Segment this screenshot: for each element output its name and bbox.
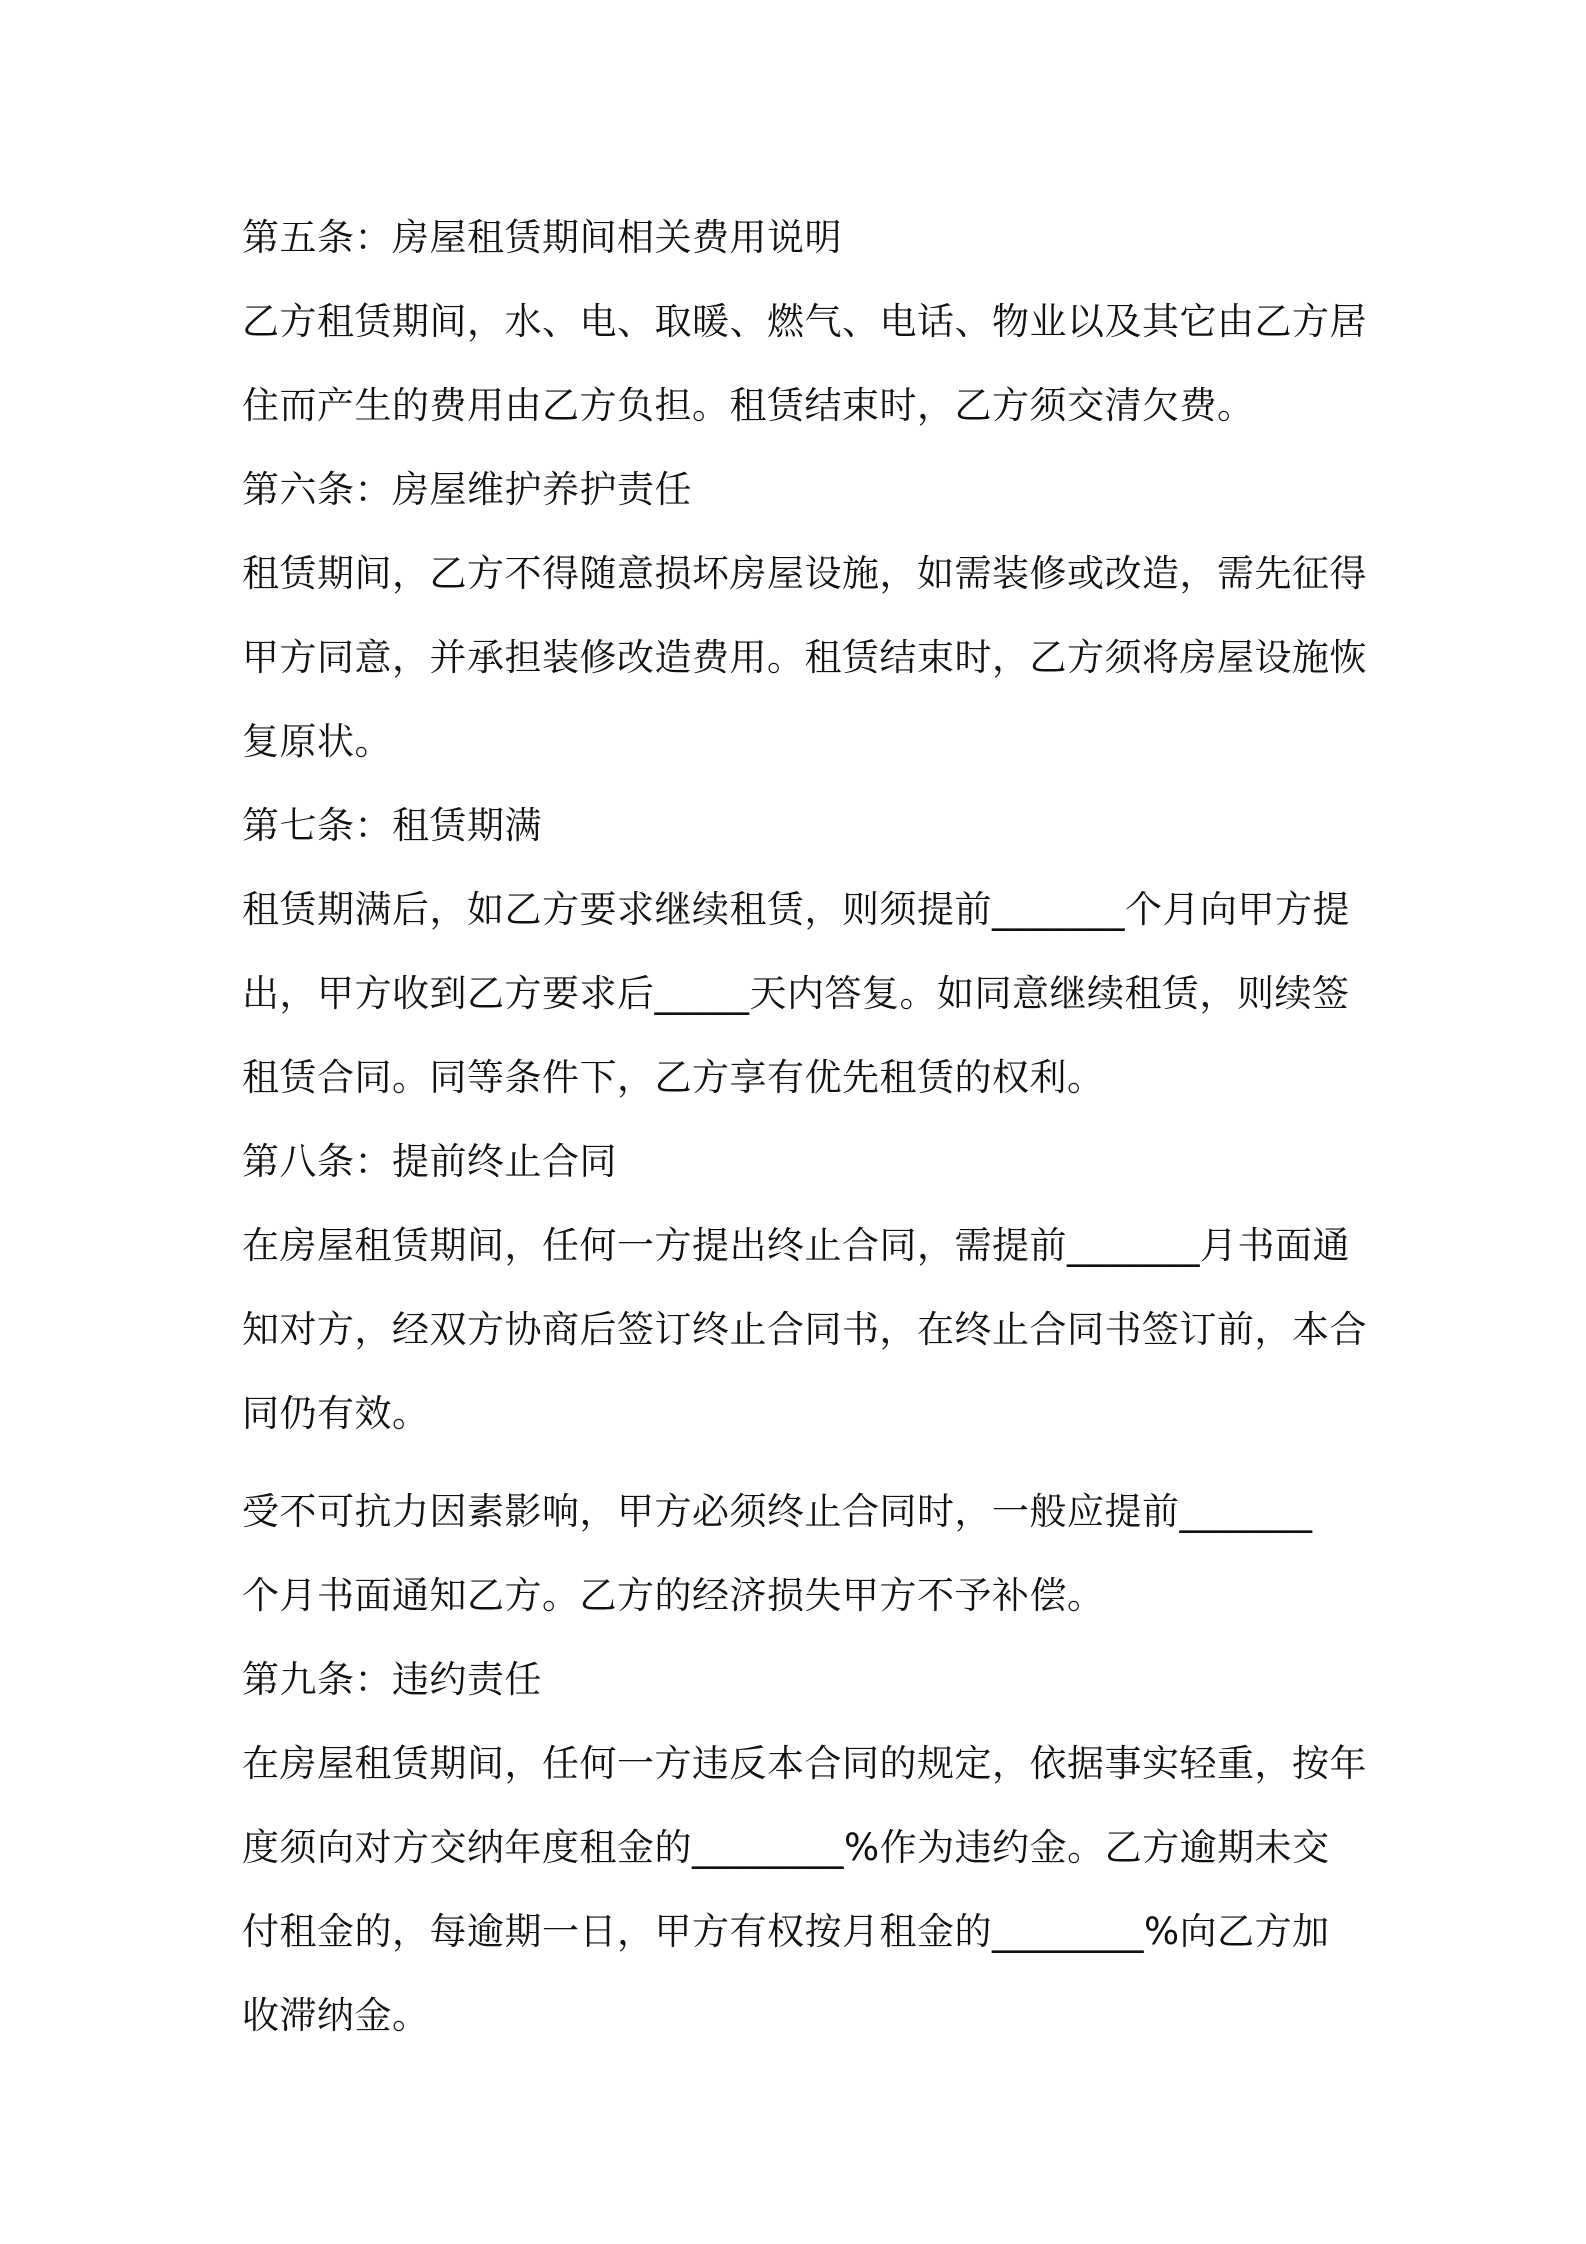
- article-8-text-line: 知对方，经双方协商后签订终止合同书，在终止合同书签订前，本合: [242, 1308, 1367, 1351]
- article-9-heading: 第九条：违约责任: [242, 1658, 542, 1701]
- article-5-text-line: 住而产生的费用由乙方负担。租赁结束时，乙方须交清欠费。: [242, 384, 1255, 427]
- article-9-text-line: 付租金的，每逾期一日，甲方有权按月租金的________%向乙方加: [242, 1910, 1330, 1953]
- article-7-text-line: 租赁合同。同等条件下，乙方享有优先租赁的权利。: [242, 1056, 1105, 1099]
- article-9-text-line: 收滞纳金。: [242, 1994, 430, 2037]
- article-6-text-line: 租赁期间，乙方不得随意损坏房屋设施，如需装修或改造，需先征得: [242, 552, 1367, 595]
- article-5-heading: 第五条：房屋租赁期间相关费用说明: [242, 216, 842, 259]
- article-8-text-line: 个月书面通知乙方。乙方的经济损失甲方不予补偿。: [242, 1574, 1105, 1617]
- article-6-text-line: 复原状。: [242, 720, 392, 763]
- article-7-text-line: 租赁期满后，如乙方要求继续租赁，则须提前_______个月向甲方提: [242, 888, 1350, 931]
- article-9-text-line: 在房屋租赁期间，任何一方违反本合同的规定，依据事实轻重，按年: [242, 1742, 1367, 1785]
- article-6-heading: 第六条：房屋维护养护责任: [242, 468, 692, 511]
- paragraph-gap: [242, 1456, 1362, 1470]
- article-8-text-line: 在房屋租赁期间，任何一方提出终止合同，需提前_______月书面通: [242, 1224, 1350, 1267]
- article-8-heading: 第八条：提前终止合同: [242, 1140, 617, 1183]
- document-body: [242, 196, 1367, 2058]
- article-9-text-line: 度须向对方交纳年度租金的________%作为违约金。乙方逾期未交: [242, 1826, 1330, 1869]
- article-8-text-line: 受不可抗力因素影响，甲方必须终止合同时，一般应提前_______: [242, 1490, 1313, 1533]
- article-8-text-line: 同仍有效。: [242, 1392, 430, 1435]
- article-7-text-line: 出，甲方收到乙方要求后_____天内答复。如同意继续租赁，则续签: [242, 972, 1350, 1015]
- article-5-text-line: 乙方租赁期间，水、电、取暖、燃气、电话、物业以及其它由乙方居: [242, 300, 1367, 343]
- article-7-heading: 第七条：租赁期满: [242, 804, 542, 847]
- article-6-text-line: 甲方同意，并承担装修改造费用。租赁结束时，乙方须将房屋设施恢: [242, 636, 1367, 679]
